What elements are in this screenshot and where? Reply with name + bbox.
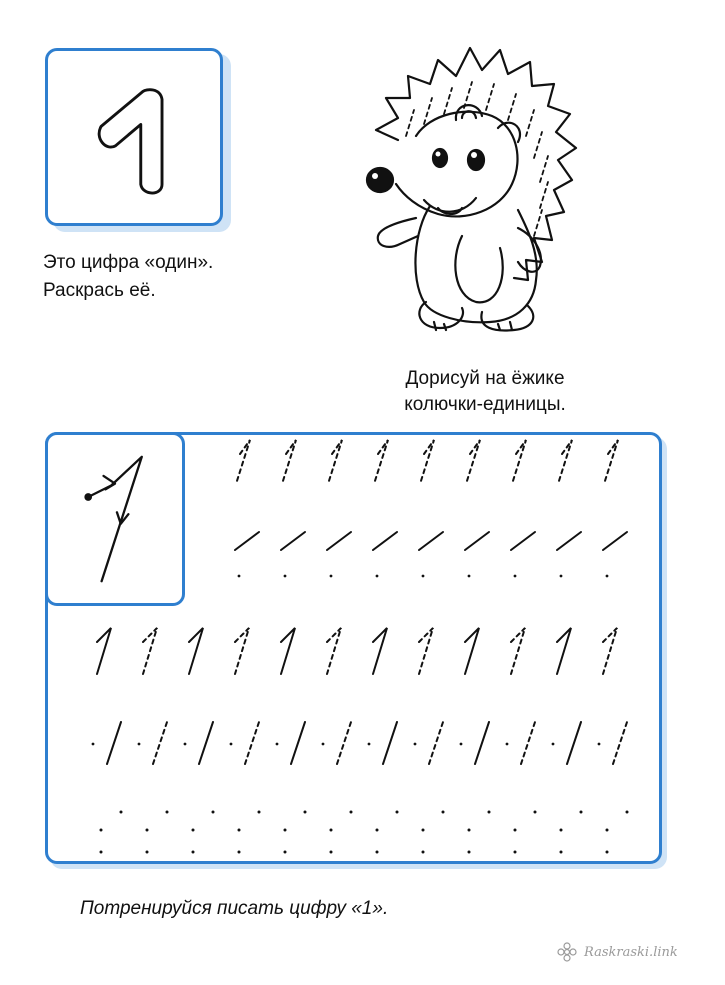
dot-guide — [238, 575, 241, 578]
dot-guide — [238, 829, 241, 832]
dot-guide — [92, 743, 95, 746]
watermark-text: Raskraski.link — [584, 944, 678, 960]
one-guide — [189, 628, 203, 674]
dashed-one-guide — [558, 440, 572, 484]
dashed-one-guide — [236, 440, 250, 484]
dot-guide — [514, 575, 517, 578]
dot-guide — [552, 743, 555, 746]
dot-guide — [376, 575, 379, 578]
stroke-order-one-icon — [48, 435, 182, 603]
dot-guide — [514, 851, 517, 854]
practice-row-3 — [97, 628, 617, 674]
dot-guide — [100, 829, 103, 832]
dot-guide — [468, 575, 471, 578]
dashed-one-guide — [282, 440, 296, 484]
flower-icon — [556, 941, 578, 963]
slash-guide — [475, 722, 489, 764]
dot-guide — [192, 851, 195, 854]
dot-guide — [606, 829, 609, 832]
dot-guide — [146, 829, 149, 832]
dot-guide — [258, 811, 261, 814]
slash-guide — [199, 722, 213, 764]
stroke-guide — [511, 532, 535, 550]
one-guide — [557, 628, 571, 674]
hedgehog-illustration — [358, 40, 588, 340]
practice-caption: Потренируйся писать цифру «1». — [80, 898, 389, 919]
dot-guide — [284, 829, 287, 832]
stroke-guide — [281, 532, 305, 550]
dot-guide — [580, 811, 583, 814]
example-card — [45, 432, 185, 606]
practice-row-4 — [92, 722, 627, 764]
dot-guide — [304, 811, 307, 814]
one-guide — [603, 628, 617, 674]
dashed-one-guide — [466, 440, 480, 484]
watermark — [556, 941, 678, 963]
slash-guide — [613, 722, 627, 764]
dot-guide — [284, 851, 287, 854]
intro-line-2: Раскрась её. — [43, 280, 156, 301]
practice-row-2 — [235, 532, 627, 577]
dot-guide — [166, 811, 169, 814]
dot-guide — [560, 575, 563, 578]
stroke-guide — [235, 532, 259, 550]
dot-guide — [138, 743, 141, 746]
one-guide — [511, 628, 525, 674]
slash-guide — [383, 722, 397, 764]
practice-row-1 — [236, 440, 618, 484]
dashed-one-guide — [328, 440, 342, 484]
dot-guide — [422, 829, 425, 832]
dot-guide — [146, 851, 149, 854]
dot-guide — [414, 743, 417, 746]
dot-guide — [368, 743, 371, 746]
dot-guide — [120, 811, 123, 814]
slash-guide — [429, 722, 443, 764]
dot-guide — [514, 829, 517, 832]
dot-guide — [330, 575, 333, 578]
dot-guide — [376, 829, 379, 832]
slash-guide — [245, 722, 259, 764]
dashed-one-guide — [604, 440, 618, 484]
slash-guide — [567, 722, 581, 764]
one-guide — [373, 628, 387, 674]
slash-guide — [153, 722, 167, 764]
dot-guide — [506, 743, 509, 746]
dot-guide — [330, 829, 333, 832]
dot-guide — [460, 743, 463, 746]
dot-guide — [488, 811, 491, 814]
digit-one-outline-icon — [48, 51, 220, 223]
stroke-guide — [465, 532, 489, 550]
one-guide — [419, 628, 433, 674]
stroke-guide — [327, 532, 351, 550]
stroke-guide — [603, 532, 627, 550]
dot-guide — [626, 811, 629, 814]
slash-guide — [337, 722, 351, 764]
slash-guide — [521, 722, 535, 764]
dot-guide — [192, 829, 195, 832]
dot-guide — [212, 811, 215, 814]
dot-guide — [606, 575, 609, 578]
intro-line-1: Это цифра «один». — [43, 252, 214, 273]
slash-guide — [291, 722, 305, 764]
digit-card — [45, 48, 223, 226]
dot-guide — [598, 743, 601, 746]
one-guide — [281, 628, 295, 674]
stroke-guide — [557, 532, 581, 550]
one-guide — [327, 628, 341, 674]
dot-guide — [238, 851, 241, 854]
dashed-one-guide — [512, 440, 526, 484]
hedgehog-caption-line-1: Дорисуй на ёжике — [405, 368, 565, 389]
practice-row-5 — [100, 811, 629, 854]
hedgehog-caption-line-2: колючки-единицы. — [404, 394, 566, 415]
dot-guide — [422, 575, 425, 578]
dot-guide — [350, 811, 353, 814]
dot-guide — [376, 851, 379, 854]
dot-guide — [276, 743, 279, 746]
slash-guide — [107, 722, 121, 764]
hedgehog-icon — [358, 40, 588, 340]
dot-guide — [560, 851, 563, 854]
dot-guide — [396, 811, 399, 814]
dashed-one-guide — [420, 440, 434, 484]
dashed-one-guide — [374, 440, 388, 484]
dot-guide — [468, 851, 471, 854]
one-guide — [465, 628, 479, 674]
stroke-guide — [419, 532, 443, 550]
dot-guide — [322, 743, 325, 746]
one-guide — [97, 628, 111, 674]
dot-guide — [422, 851, 425, 854]
stroke-guide — [373, 532, 397, 550]
dot-guide — [442, 811, 445, 814]
dot-guide — [468, 829, 471, 832]
dot-guide — [534, 811, 537, 814]
dot-guide — [606, 851, 609, 854]
dot-guide — [230, 743, 233, 746]
intro-text — [43, 249, 213, 305]
one-guide — [143, 628, 157, 674]
dot-guide — [284, 575, 287, 578]
dot-guide — [184, 743, 187, 746]
dot-guide — [100, 851, 103, 854]
one-guide — [235, 628, 249, 674]
dot-guide — [560, 829, 563, 832]
dot-guide — [330, 851, 333, 854]
hedgehog-caption — [370, 366, 600, 418]
